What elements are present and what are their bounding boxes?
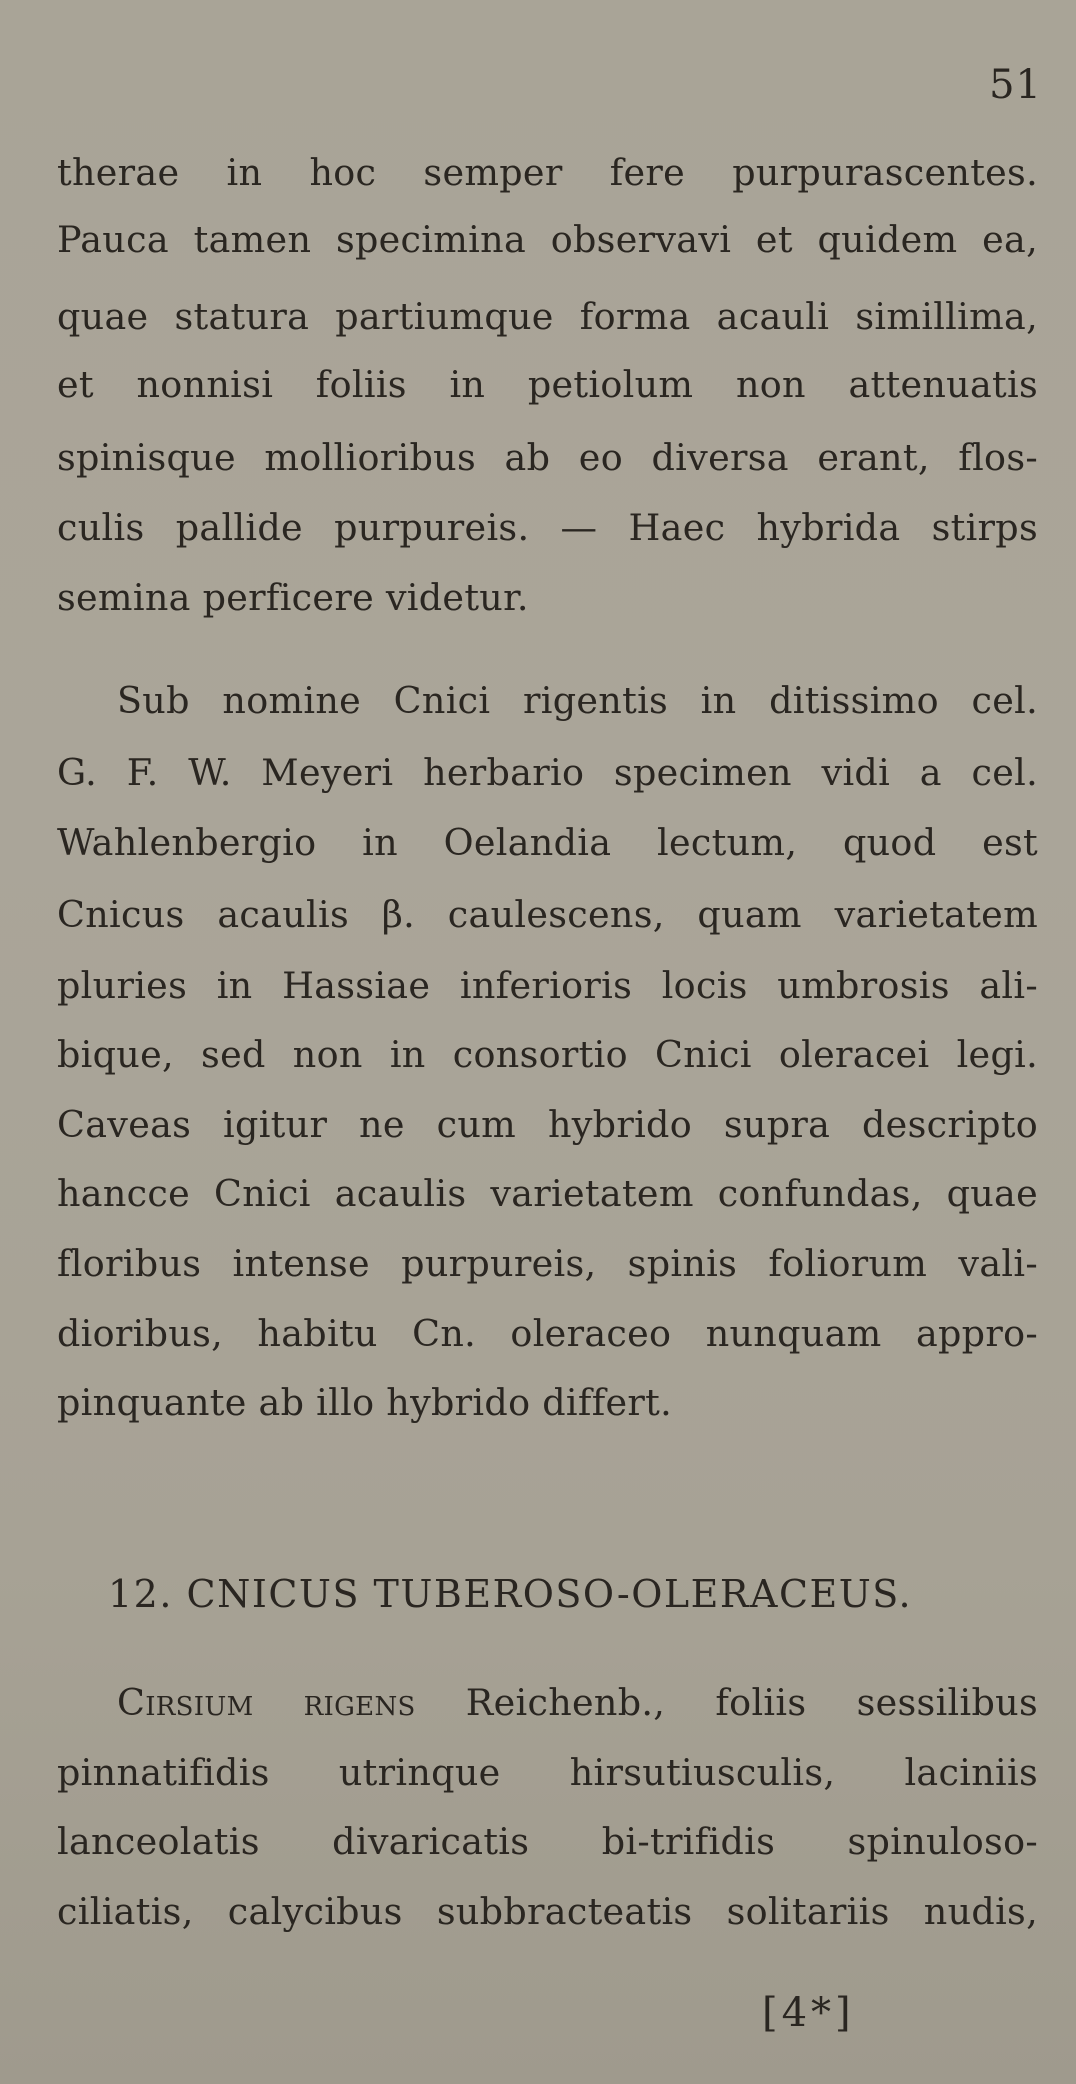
text-fragment: Reichenb., foliis sessilibus	[415, 1681, 1038, 1724]
text-line: ciliatis, calycibus subbracteatis solitariis nudis,	[57, 1890, 1038, 1933]
text-line: Cnicus acaulis β. caulescens, quam varietatem	[57, 893, 1038, 936]
text-line: spinisque mollioribus ab eo diversa erant, flos-	[57, 436, 1038, 479]
text-line: therae in hoc semper fere purpurascentes.	[57, 151, 1038, 194]
text-line: et nonnisi foliis in petiolum non attenuatis	[57, 363, 1038, 406]
text-line: quae statura partiumque forma acauli simillima,	[57, 295, 1038, 338]
text-line: dioribus, habitu Cn. oleraceo nunquam appro-	[57, 1312, 1038, 1355]
text-line: culis pallide purpureis. — Haec hybrida stirps	[57, 506, 1038, 549]
text-line: G. F. W. Meyeri herbario specimen vidi a cel.	[57, 751, 1038, 794]
text-line: pinquante ab illo hybrido differt.	[57, 1381, 673, 1424]
text-line: semina perficere videtur.	[57, 576, 529, 619]
text-line: lanceolatis divaricatis bi-trifidis spinuloso-	[57, 1820, 1038, 1863]
text-line: Sub nomine Cnici rigentis in ditissimo cel.	[117, 679, 1038, 722]
text-line: Caveas igitur ne cum hybrido supra descripto	[57, 1103, 1038, 1146]
text-line: pinnatifidis utrinque hirsutiusculis, laciniis	[57, 1751, 1038, 1794]
text-line: Pauca tamen specimina observavi et quidem ea,	[57, 218, 1038, 261]
species-name: Cirsium rigens	[117, 1681, 416, 1724]
text-line: hancce Cnici acaulis varietatem confundas, quae	[57, 1172, 1038, 1215]
signature-mark: [4*]	[762, 1990, 855, 2036]
text-line: bique, sed non in consortio Cnici oleracei legi.	[57, 1033, 1038, 1076]
page-number: 51	[989, 62, 1042, 108]
section-heading: 12. CNICUS TUBEROSO-OLERACEUS.	[108, 1572, 913, 1616]
text-line: pluries in Hassiae inferioris locis umbrosis ali-	[57, 964, 1038, 1007]
text-line	[117, 1681, 1038, 1724]
text-line: floribus intense purpureis, spinis foliorum vali-	[57, 1242, 1038, 1285]
text-line: Wahlenbergio in Oelandia lectum, quod est	[57, 821, 1038, 864]
